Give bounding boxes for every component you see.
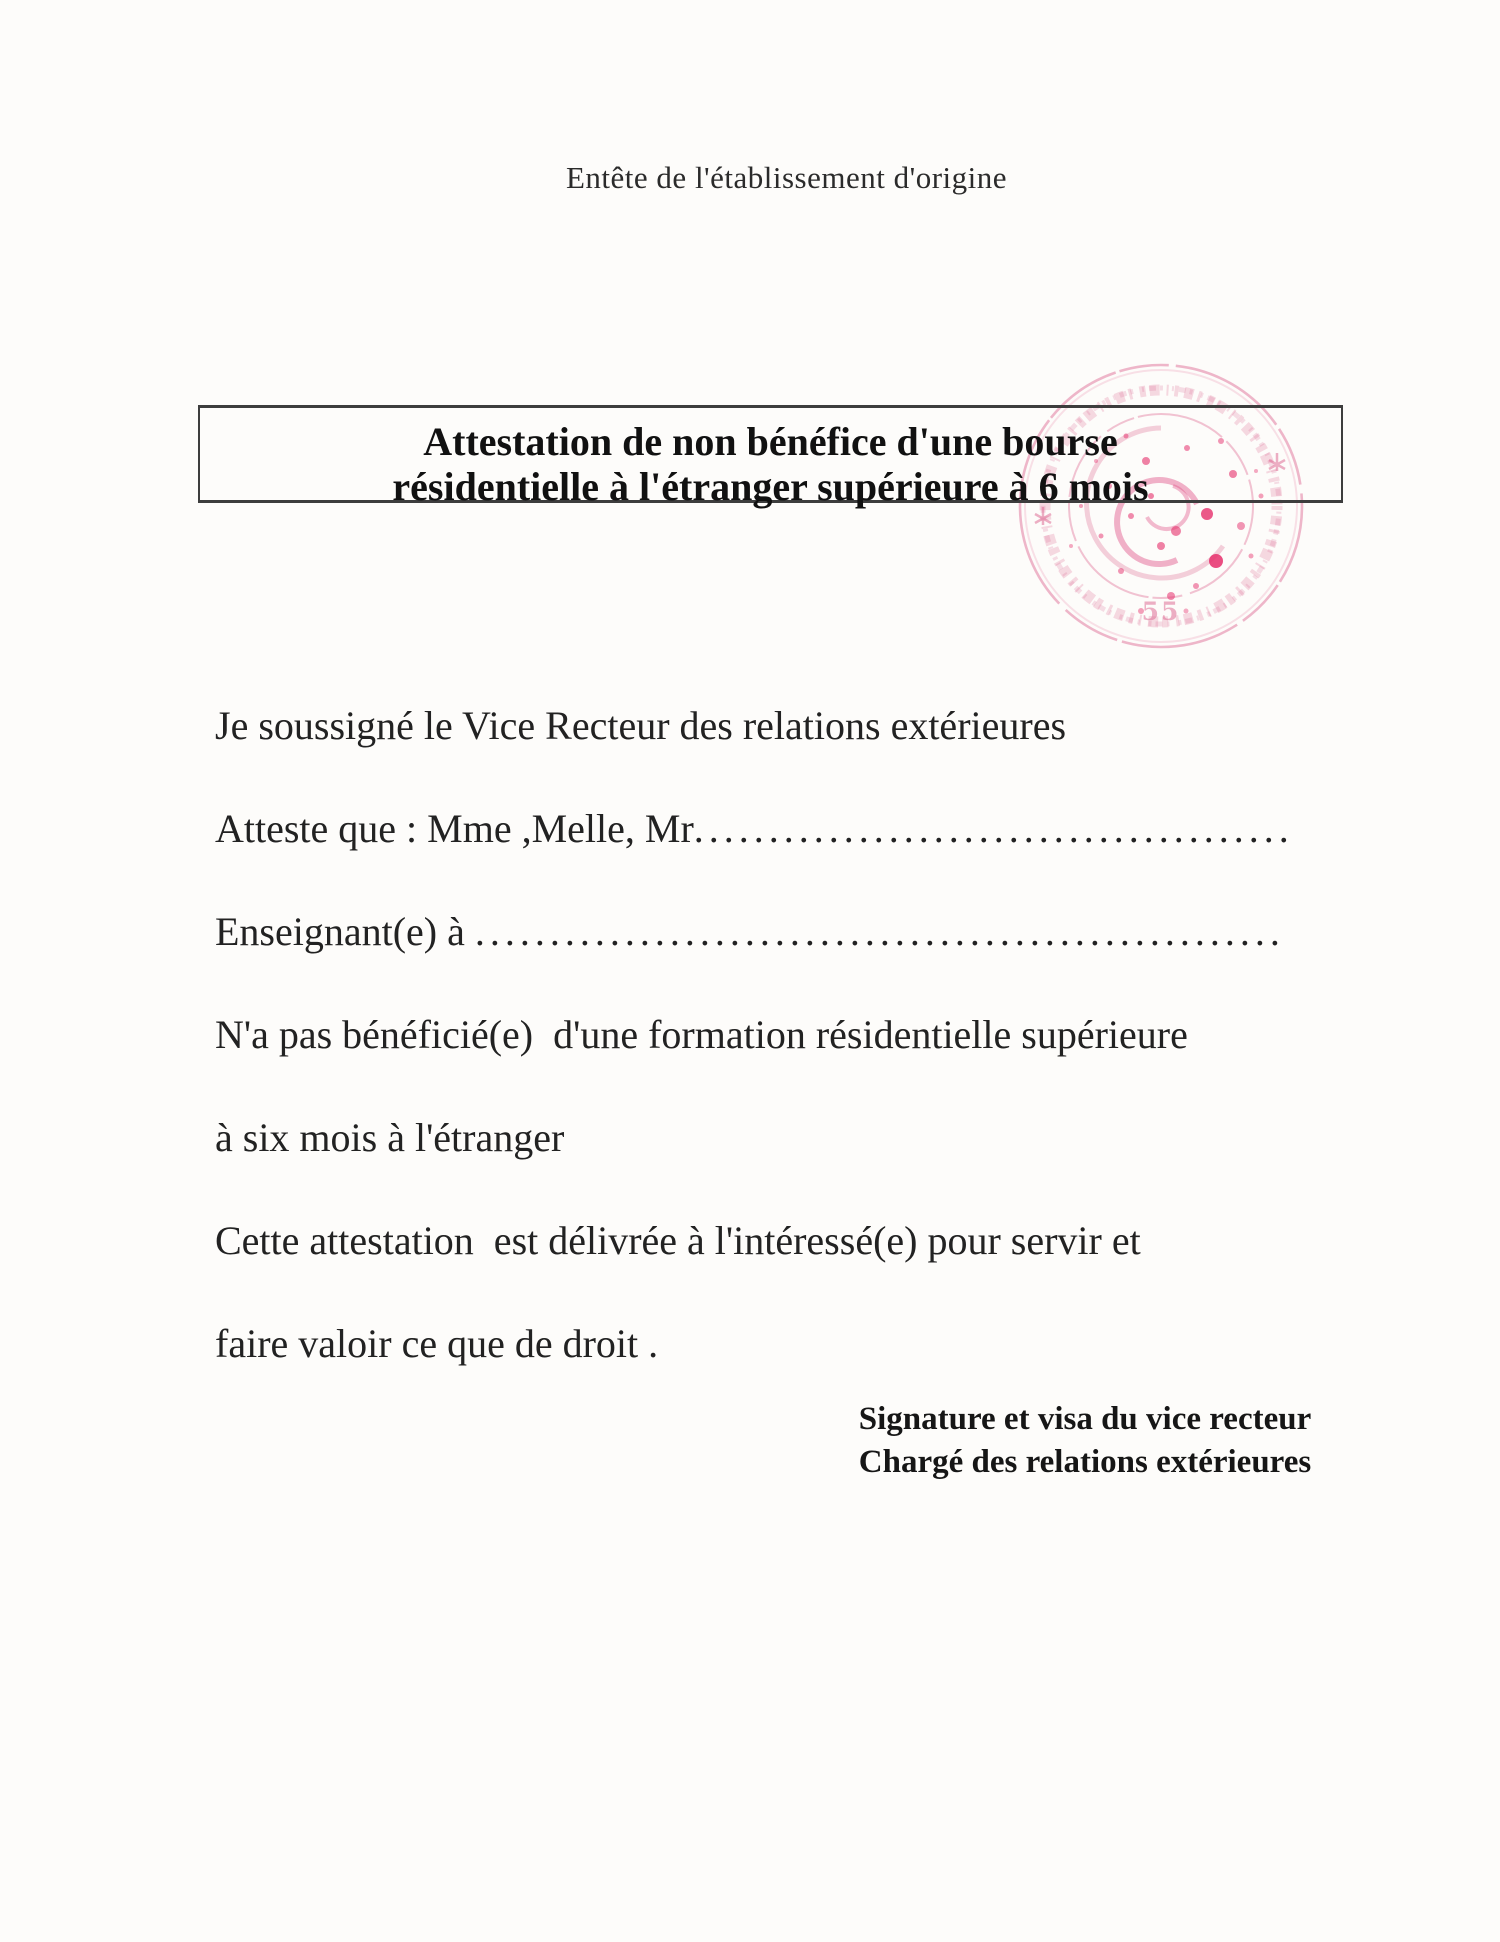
title-line-1: Attestation de non bénéfice d'une bourse bbox=[423, 419, 1118, 464]
body-line-5: à six mois à l'étranger bbox=[215, 1115, 565, 1160]
body-line-7: faire valoir ce que de droit . bbox=[215, 1321, 659, 1366]
body-line-2: Atteste que : Mme ,Melle, Mr........................................ bbox=[215, 806, 1294, 851]
body-line-4: N'a pas bénéficié(e) d'une formation résidentielle supérieure bbox=[215, 1012, 1188, 1057]
signature-line-1: Signature et visa du vice recteur bbox=[858, 1401, 1312, 1437]
document-header: Entête de l'établissement d'origine bbox=[566, 160, 1008, 195]
body-line-1: Je soussigné le Vice Recteur des relations extérieures bbox=[215, 703, 1067, 748]
title-line-2: résidentielle à l'étranger supérieure à 6 mois bbox=[392, 464, 1149, 509]
title-box bbox=[198, 405, 1343, 509]
signature-block bbox=[835, 1398, 1335, 1484]
signature-line-2: Chargé des relations extérieures bbox=[858, 1444, 1312, 1480]
body-line-3: Enseignant(e) à ...................................................... bbox=[215, 909, 1285, 954]
stamp-number: 55 bbox=[1141, 597, 1181, 626]
body-line-6: Cette attestation est délivrée à l'intéressé(e) pour servir et bbox=[215, 1218, 1141, 1263]
